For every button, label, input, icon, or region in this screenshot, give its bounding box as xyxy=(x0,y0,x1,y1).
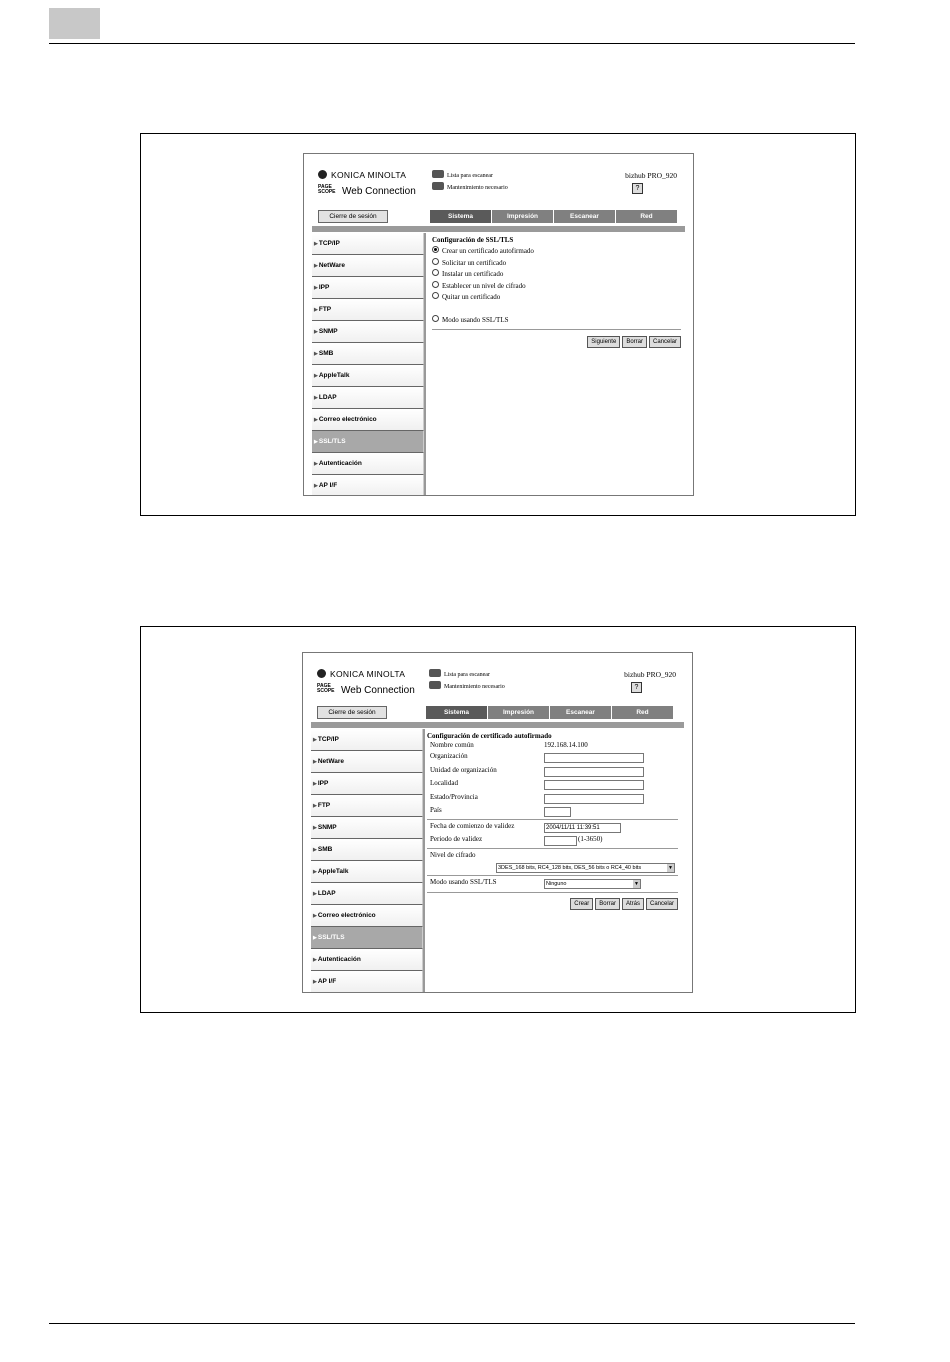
cancel-button[interactable]: Cancelar xyxy=(646,898,678,910)
screenshot-frame-1 xyxy=(140,133,856,516)
option-request-cert[interactable]: Solicitar un certificado xyxy=(432,258,681,270)
tab-sistema[interactable]: Sistema xyxy=(425,706,487,719)
country-input[interactable] xyxy=(544,807,571,817)
sidebar-item-ssltls[interactable]: ▶SSL/TLS xyxy=(311,927,423,949)
sidebar-item-appletalk[interactable]: ▶AppleTalk xyxy=(311,861,423,883)
option-remove-cert[interactable]: Quitar un certificado xyxy=(432,292,681,304)
chevron-down-icon: ▼ xyxy=(634,881,639,887)
sidebar-item-snmp[interactable]: ▶SNMP xyxy=(311,817,423,839)
tab-impresion[interactable]: Impresión xyxy=(487,706,549,719)
brand-logo: KONICA MINOLTA xyxy=(317,669,405,679)
sidebar xyxy=(311,729,425,992)
web-connection-window-2 xyxy=(302,652,693,993)
sidebar-item-email[interactable]: ▶Correo electrónico xyxy=(312,409,424,431)
main-tabs xyxy=(425,706,673,719)
validity-period-label: Periodo de validez xyxy=(430,835,483,843)
logout-button[interactable]: Cierre de sesión xyxy=(317,706,387,719)
sidebar-item-ipp[interactable]: ▶IPP xyxy=(312,277,424,299)
sidebar-item-ldap[interactable]: ▶LDAP xyxy=(312,387,424,409)
page-title: Configuración de SSL/TLS xyxy=(432,236,514,244)
warning-icon xyxy=(432,182,444,190)
locality-label: Localidad xyxy=(430,779,458,787)
device-model: bizhub PRO_920 xyxy=(624,670,676,679)
locality-input[interactable] xyxy=(544,780,644,790)
button-row xyxy=(427,898,678,910)
tab-escanear[interactable]: Escanear xyxy=(549,706,611,719)
sidebar-item-ldap[interactable]: ▶LDAP xyxy=(311,883,423,905)
common-name-label: Nombre común xyxy=(430,741,474,749)
validity-period-range: (1-3650) xyxy=(578,835,603,843)
scanner-icon xyxy=(429,669,441,677)
option-ssl-mode[interactable]: Modo usando SSL/TLS xyxy=(432,315,681,327)
page-title: Configuración de certificado autofirmado xyxy=(427,732,552,740)
page-corner-tab xyxy=(49,8,100,39)
sidebar-item-auth[interactable]: ▶Autenticación xyxy=(311,949,423,971)
ssl-mode-row xyxy=(427,876,678,890)
sidebar-item-ftp[interactable]: ▶FTP xyxy=(311,795,423,817)
main-content xyxy=(432,236,681,348)
validity-start-row xyxy=(427,820,678,834)
sidebar-item-email[interactable]: ▶Correo electrónico xyxy=(311,905,423,927)
org-unit-input[interactable] xyxy=(544,767,644,777)
screenshot-frame-2 xyxy=(140,626,856,1013)
back-button[interactable]: Atrás xyxy=(622,898,644,910)
validity-period-input[interactable] xyxy=(544,836,577,846)
radio-icon xyxy=(432,258,439,265)
sidebar-item-smb[interactable]: ▶SMB xyxy=(312,343,424,365)
cipher-label: Nivel de cifrado xyxy=(430,850,476,859)
logout-button[interactable]: Cierre de sesión xyxy=(318,210,388,223)
state-input[interactable] xyxy=(544,794,644,804)
org-unit-row xyxy=(427,764,678,778)
chevron-down-icon: ▼ xyxy=(668,865,673,871)
sidebar-item-ssltls[interactable]: ▶SSL/TLS xyxy=(312,431,424,453)
tab-impresion[interactable]: Impresión xyxy=(491,210,553,223)
cipher-label-row xyxy=(427,849,678,863)
organization-row xyxy=(427,750,678,764)
sidebar-item-ipp[interactable]: ▶IPP xyxy=(311,773,423,795)
tab-sistema[interactable]: Sistema xyxy=(429,210,491,223)
sidebar-item-appletalk[interactable]: ▶AppleTalk xyxy=(312,365,424,387)
help-icon[interactable]: ? xyxy=(632,183,643,194)
cancel-button[interactable]: Cancelar xyxy=(649,336,681,348)
option-install-cert[interactable]: Instalar un certificado xyxy=(432,269,681,281)
brand-logo: KONICA MINOLTA xyxy=(318,170,406,180)
sidebar-item-apif[interactable]: ▶AP I/F xyxy=(312,475,424,496)
common-name-value: 192.168.14.100 xyxy=(544,741,588,749)
sidebar-item-smb[interactable]: ▶SMB xyxy=(311,839,423,861)
cipher-select[interactable]: 3DES_168 bits, RC4_128 bits, DES_56 bits o RC4_40 bits ▼ xyxy=(496,863,675,873)
sidebar-item-netware[interactable]: ▶NetWare xyxy=(312,255,424,277)
divider xyxy=(427,892,678,893)
maintenance-link[interactable]: Mantenimiento necesario xyxy=(429,681,505,690)
main-tabs xyxy=(429,210,677,223)
locality-row xyxy=(427,777,678,791)
product-logo: PAGE SCOPE Web Connection xyxy=(318,184,416,197)
sidebar-item-tcpip[interactable]: ▶TCP/IP xyxy=(311,729,423,751)
create-button[interactable]: Crear xyxy=(570,898,593,910)
radio-icon xyxy=(432,281,439,288)
divider-bar xyxy=(311,722,684,728)
common-name-row xyxy=(427,740,678,750)
main-content xyxy=(427,732,678,910)
next-button[interactable]: Siguiente xyxy=(587,336,620,348)
maintenance-link[interactable]: Mantenimiento necesario xyxy=(432,182,508,191)
device-model: bizhub PRO_920 xyxy=(625,171,677,180)
printer-icon xyxy=(429,681,441,689)
divider-bar xyxy=(312,226,685,232)
sidebar-item-auth[interactable]: ▶Autenticación xyxy=(312,453,424,475)
state-label: Estado/Provincia xyxy=(430,792,478,801)
country-label: País xyxy=(430,806,442,814)
radio-icon xyxy=(432,292,439,299)
scanner-icon xyxy=(432,170,444,178)
organization-input[interactable] xyxy=(544,753,644,763)
globe-icon xyxy=(317,669,326,678)
header-rule xyxy=(49,43,855,44)
sidebar-item-tcpip[interactable]: ▶TCP/IP xyxy=(312,233,424,255)
footer-rule xyxy=(49,1323,855,1324)
tab-escanear[interactable]: Escanear xyxy=(553,210,615,223)
radio-icon xyxy=(432,269,439,276)
validity-start-input[interactable]: 2004/11/11 11:39:51 xyxy=(544,823,621,833)
button-row xyxy=(432,336,681,348)
organization-label: Organización xyxy=(430,752,468,760)
product-logo: PAGE SCOPE Web Connection xyxy=(317,683,415,696)
scan-ready-link[interactable]: Lista para escanear xyxy=(429,669,490,678)
org-unit-label: Unidad de organización xyxy=(430,765,497,774)
globe-icon xyxy=(318,170,327,179)
radio-icon xyxy=(432,315,439,322)
tab-red[interactable]: Red xyxy=(611,706,673,719)
option-create-selfsigned[interactable]: Crear un certificado autofirmado xyxy=(432,246,681,258)
radio-icon xyxy=(432,246,439,253)
ssl-mode-label: Modo usando SSL/TLS xyxy=(430,878,497,886)
sidebar-item-ftp[interactable]: ▶FTP xyxy=(312,299,424,321)
validity-start-label: Fecha de comienzo de validez xyxy=(430,821,515,830)
web-connection-window-1 xyxy=(303,153,694,496)
cipher-select-row xyxy=(427,862,678,874)
country-row xyxy=(427,804,678,818)
state-row xyxy=(427,791,678,805)
option-encryption-level[interactable]: Establecer un nivel de cifrado xyxy=(432,281,681,293)
sidebar-item-netware[interactable]: ▶NetWare xyxy=(311,751,423,773)
ssl-mode-select[interactable]: Ninguno ▼ xyxy=(544,879,641,889)
sidebar-item-apif[interactable]: ▶AP I/F xyxy=(311,971,423,993)
sidebar-item-snmp[interactable]: ▶SNMP xyxy=(312,321,424,343)
clear-button[interactable]: Borrar xyxy=(595,898,620,910)
tab-red[interactable]: Red xyxy=(615,210,677,223)
clear-button[interactable]: Borrar xyxy=(622,336,647,348)
divider xyxy=(432,329,681,330)
help-icon[interactable]: ? xyxy=(631,682,642,693)
scan-ready-link[interactable]: Lista para escanear xyxy=(432,170,493,179)
validity-period-row xyxy=(427,833,678,847)
sidebar xyxy=(312,233,426,495)
